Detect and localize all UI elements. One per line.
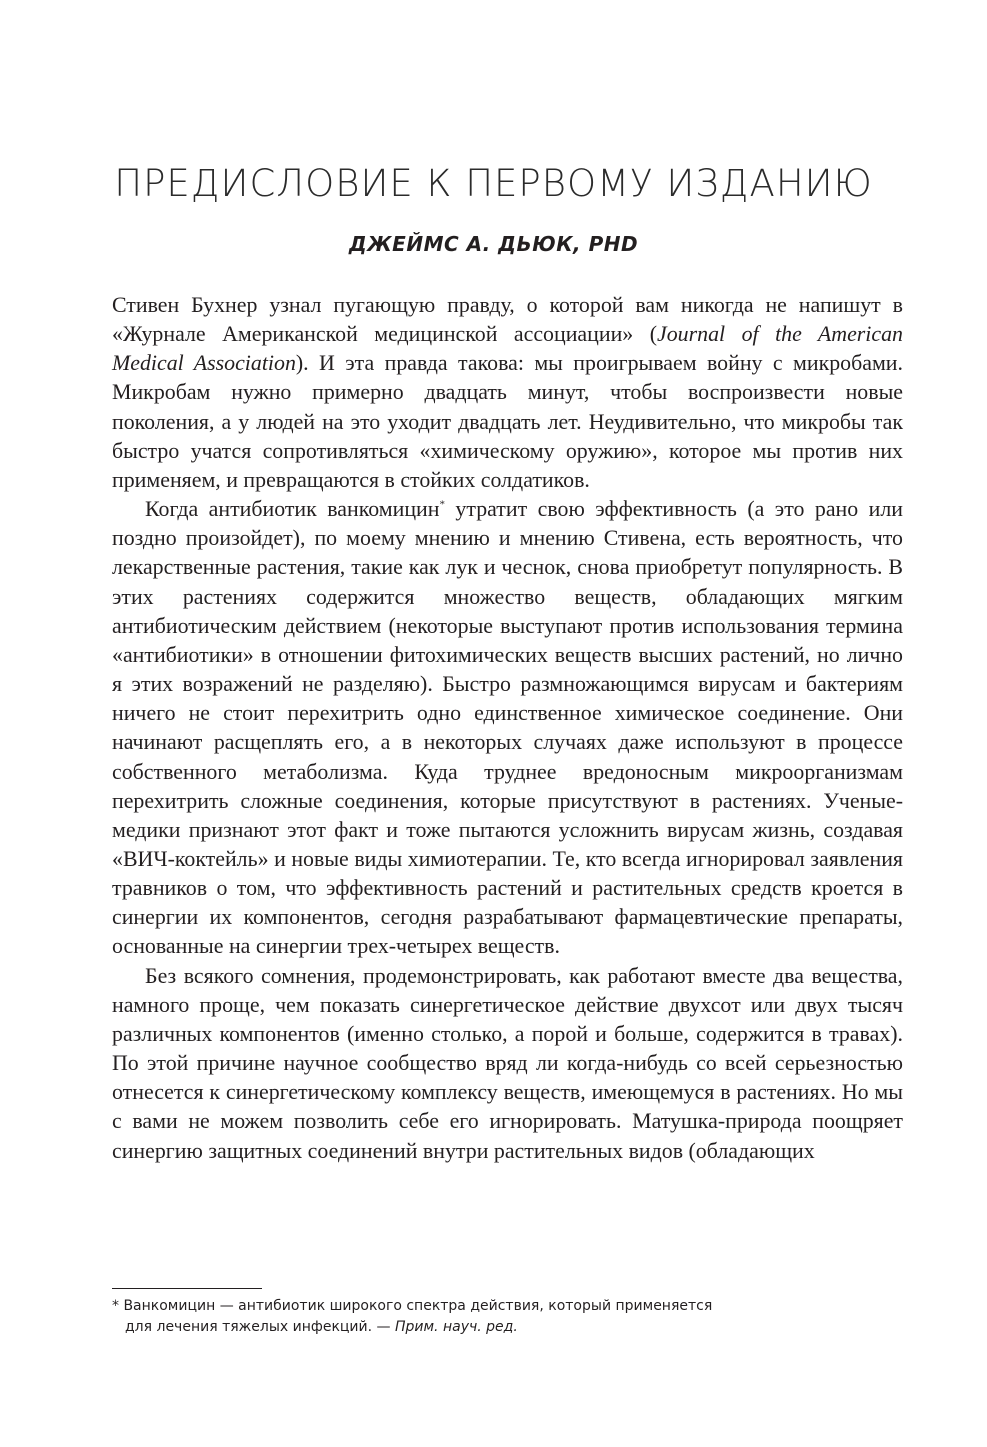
footnote-editor-note: Прим. науч. ред. bbox=[394, 1319, 518, 1335]
paragraph-2-text-a: Когда антибиотик ванкомицин bbox=[145, 496, 440, 522]
paragraph-3 bbox=[112, 961, 903, 1165]
journal-title: Journal of the American Medical Association bbox=[112, 321, 903, 376]
paragraph-2 bbox=[112, 494, 903, 961]
paragraph-3-text: Без всякого сомнения, продемонстрировать, как работают вместе два вещества, намного проще, чем показать синергетическое действие двухсот или двух тысяч различных компонентов (именно столько, а порой и больше, содержится в травах). По этой причине научное сообщество вряд ли когда-нибудь со всей серьезностью отнесется к синергетическому комплексу веществ, имеющемуся в растениях. Но мы с вами не можем позволить себе его игнорировать. Матушка-природа поощряет синергию защитных соединений внутри растительных видов (обладающих bbox=[112, 962, 903, 1163]
paragraph-2-text-b: утратит свою эффективность (а это рано или поздно произойдет), по моему мнению и мнению Стивена, есть вероятность, что лекарственные растения, такие как лук и чеснок, снова приобретут популярность. В этих растениях содержится множество веществ, обладающих мягким антибиотическим действием (некоторые выступают против использования термина «антибиотики» в отношении фитохимических веществ высших растений, но лично я этих возражений не разделяю). Быстро размножающимся вирусам и бактериям ничего не стоит перехитрить одно единственное химическое соединение. Они начинают расщеплять его, а в некоторых случаях даже используют в процессе собственного метаболизма. Куда труднее вредоносным микроорганизмам перехитрить сложные соединения, которые присутствуют в растениях. Ученые-медики признают этот факт и тоже пытаются усложнить вирусам жизнь, создавая «ВИЧ-коктейль» и новые виды химиотерапии. Те, кто всегда игнорировал заявления травников о том, что эффективность растений и растительных средств кроется в синергии их компонентов, сегодня разрабатывают фармацевтические препараты, основанные на синергии трех-четырех веществ. bbox=[112, 496, 903, 959]
paragraph-1 bbox=[112, 290, 903, 494]
footnote-line-2 bbox=[112, 1317, 903, 1338]
chapter-title: ПРЕДИСЛОВИЕ К ПЕРВОМУ ИЗДАНИЮ bbox=[114, 162, 873, 205]
footnote-line-2-text: для лечения тяжелых инфекций. — bbox=[125, 1319, 395, 1335]
body-text bbox=[112, 290, 903, 1165]
footnote bbox=[112, 1296, 903, 1338]
footnote-marker: * bbox=[439, 498, 445, 511]
paragraph-1-text-b: ). И эта правда такова: мы проигрываем войну с микробами. Микробам нужно примерно двадцать минут, чтобы воспроизвести новые поколения, а у людей на это уходит двадцать лет. Неудивительно, что микробы так быстро учатся сопротивляться «химическому оружию», которое мы против них применяем, и превращаются в стойких солдатиков. bbox=[112, 350, 903, 492]
author-name: ДЖЕЙМС А. ДЬЮК, PHD bbox=[348, 232, 639, 256]
footnote-divider bbox=[112, 1288, 262, 1289]
footnote-line-1: * Ванкомицин — антибиотик широкого спектра действия, который применяется bbox=[112, 1298, 713, 1314]
paragraph-1-text-a: Стивен Бухнер узнал пугающую правду, о которой вам никогда не напишут в «Журнале Американской медицинской ассоциации» ( bbox=[112, 292, 903, 347]
